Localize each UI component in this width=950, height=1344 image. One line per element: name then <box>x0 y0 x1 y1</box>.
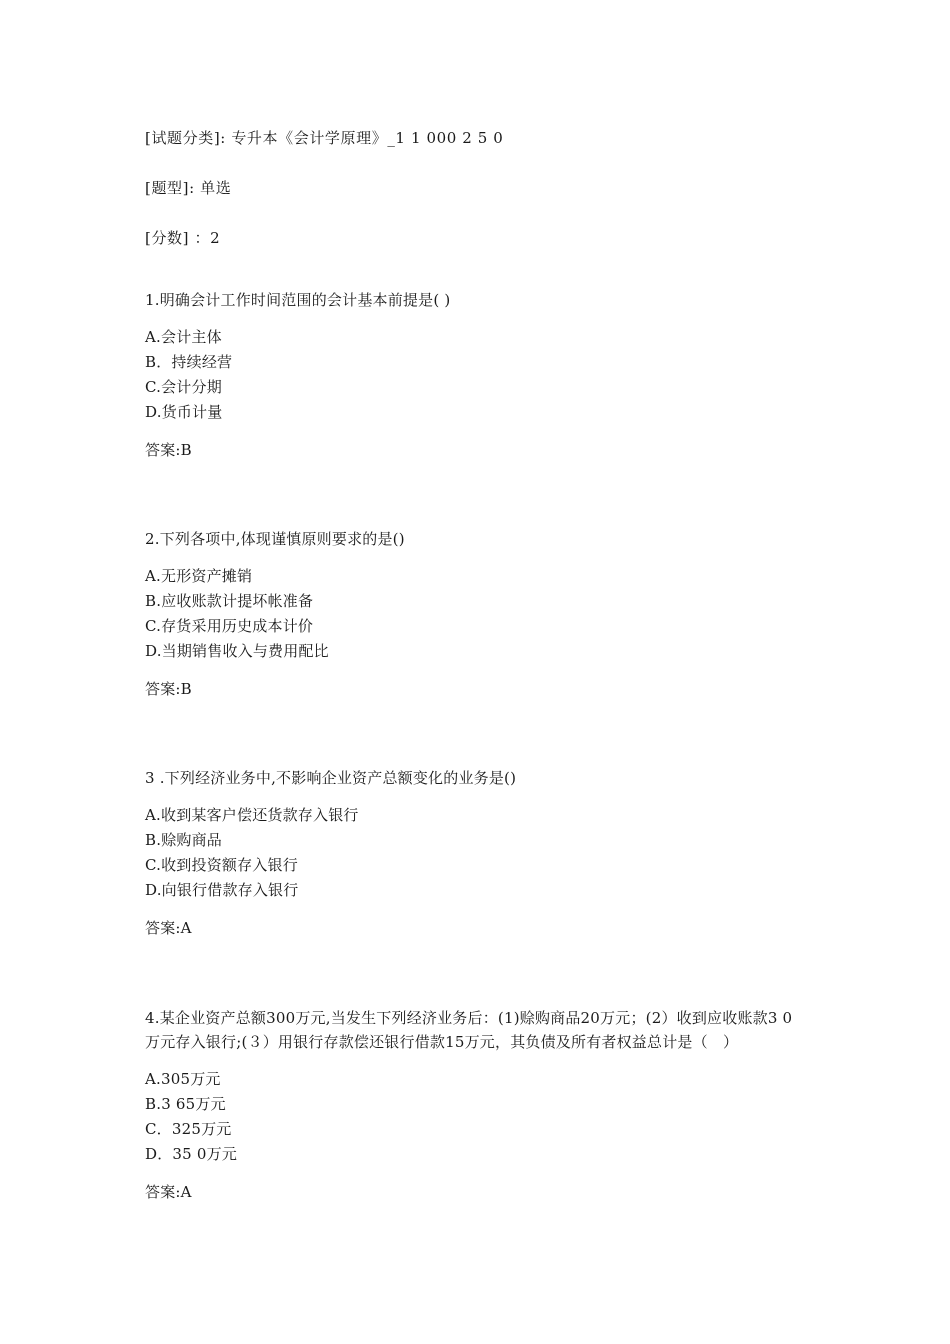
question-3-option-a: A.收到某客户偿还货款存入银行 <box>145 806 359 824</box>
question-4-stem: 4.某企业资产总额300万元,当发生下列经济业务后：(1)赊购商品20万元；(2）收到应收账款3 0万元存入银行;(３）用银行存款偿还银行借款15万元，其负债及所有者权益总计是（ ） <box>145 1009 793 1051</box>
question-4-option-b: B.3 65万元 <box>145 1095 226 1113</box>
question-3-stem: 3 .下列经济业务中,不影响企业资产总额变化的业务是() <box>145 769 517 787</box>
question-2-option-d: D.当期销售收入与费用配比 <box>145 642 329 660</box>
question-2-answer: 答案:B <box>145 680 192 698</box>
question-2-option-c: C.存货采用历史成本计价 <box>145 617 314 635</box>
question-2-option-b: B.应收账款计提坏帐准备 <box>145 592 314 610</box>
question-3-option-c: C.收到投资额存入银行 <box>145 856 298 874</box>
question-1-option-b: B．持续经营 <box>145 353 233 371</box>
question-1-option-d: D.货币计量 <box>145 403 223 421</box>
question-1-option-a: A.会计主体 <box>145 328 222 346</box>
question-4-option-c: C．325万元 <box>145 1120 232 1138</box>
question-4-option-d: D．35 0万元 <box>145 1145 238 1163</box>
question-1-option-c: C.会计分期 <box>145 378 222 396</box>
question-4-answer: 答案:A <box>145 1183 192 1201</box>
question-4-option-a: A.305万元 <box>145 1070 221 1088</box>
question-3-option-b: B.赊购商品 <box>145 831 222 849</box>
question-type: [题型]: 单选 <box>145 179 232 197</box>
question-3-option-d: D.向银行借款存入银行 <box>145 881 299 899</box>
question-2-stem: 2.下列各项中,体现谨慎原则要求的是() <box>145 530 405 548</box>
question-score: [分数] ：2 <box>145 229 221 247</box>
question-category: [试题分类]: 专升本《会计学原理》_1 1 000 2 5 0 <box>145 129 504 147</box>
question-1-answer: 答案:B <box>145 441 192 459</box>
question-2-option-a: A.无形资产摊销 <box>145 567 253 585</box>
question-1-stem: 1.明确会计工作时间范围的会计基本前提是( ) <box>145 291 451 309</box>
question-3-answer: 答案:A <box>145 919 192 937</box>
